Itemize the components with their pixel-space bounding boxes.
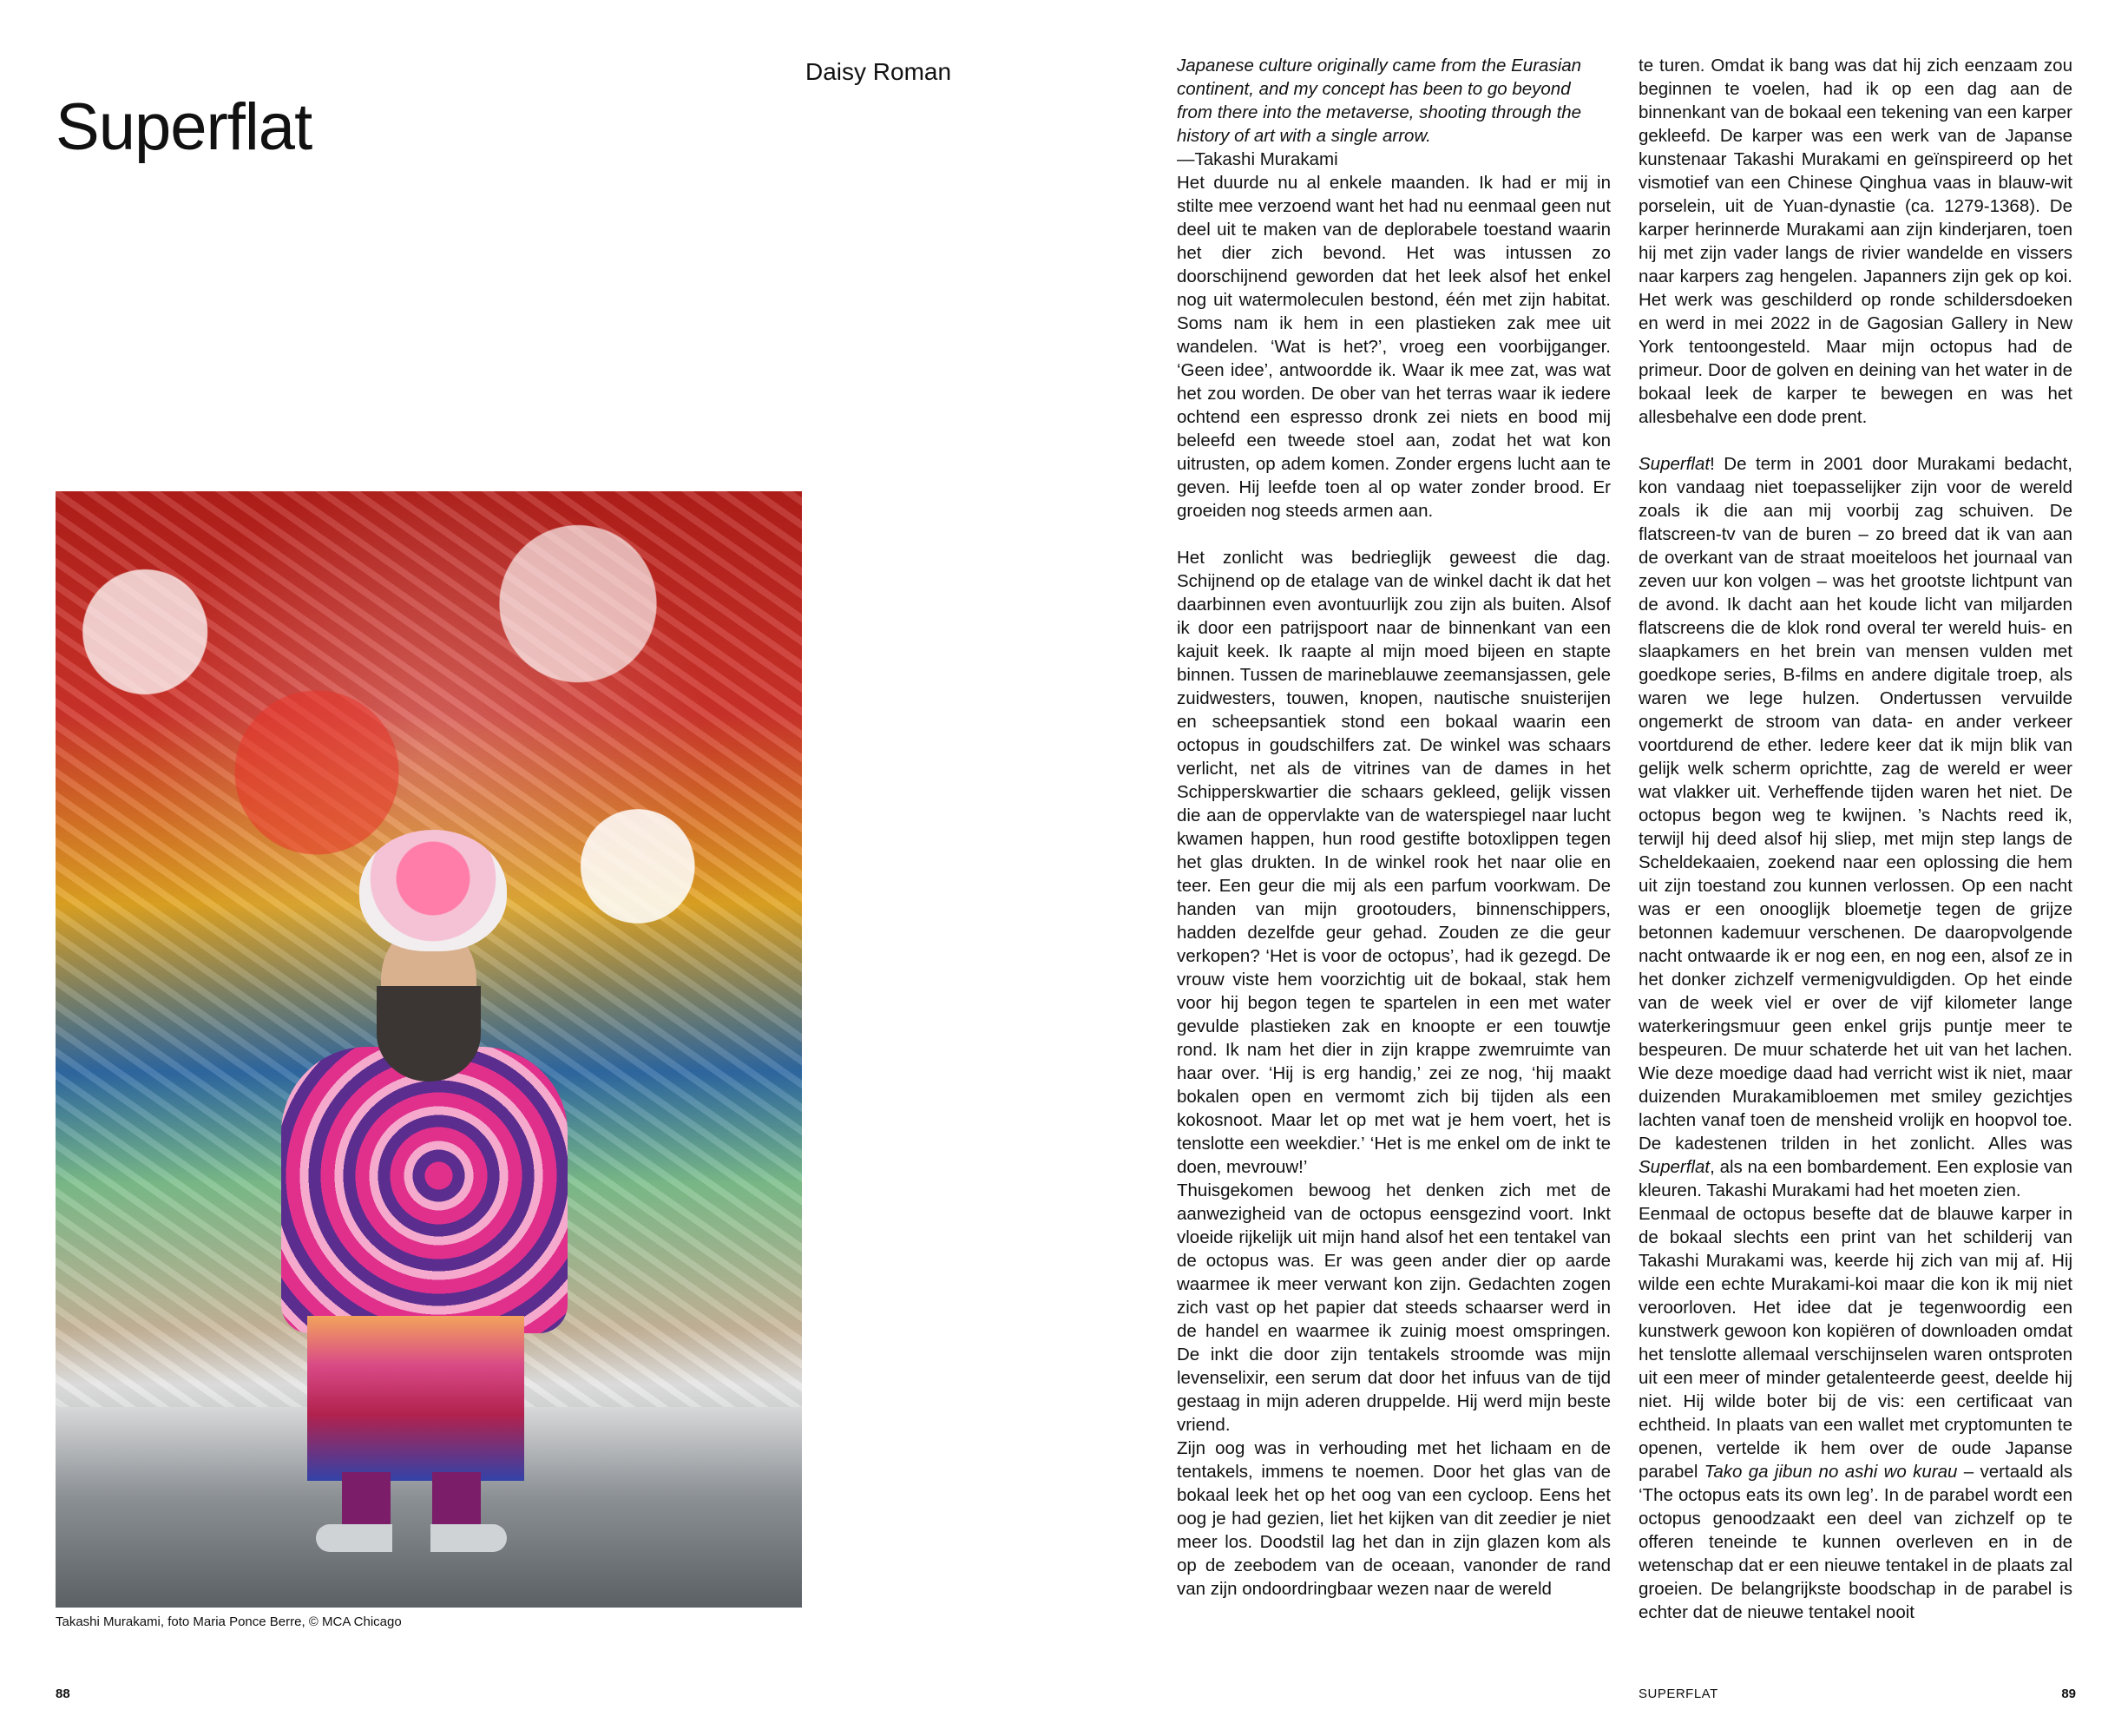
patterned-coat [281,1047,568,1333]
emphasis: Superflat [1639,454,1711,474]
text-run: , als na een bombardement. Een explosie van kleuren. Takashi Murakami had het moeten zien. [1639,1157,2072,1200]
artist-portrait-photo [56,491,802,1608]
page-number-left: 88 [56,1687,70,1701]
running-head: SUPERFLAT [1639,1687,1718,1701]
paragraph: Zijn oog was in verhouding met het lichaam en de tentakels, immens te noemen. Door het glas van de bokaal leek het op het oog van een cycloop. Eens het oog je had gezien, liet het kijken van dit zeedier je niet meer los. Doodstil lag het dan in zijn glazen kom als op de zeebodem van de oceaan, vanonder de rand van zijn ondoordringbaar wezen naar de wereld [1177,1438,1611,1599]
article-title: Superflat [56,89,312,164]
text-column-right [1639,54,2072,1635]
paragraph: Thuisgekomen bewoog het denken zich met de aanwezigheid van de octopus eensgezind voort. Inkt vloeide rijkelijk uit mijn hand alsof het een tentakel van de octopus was. Er was geen ander dier op aarde waarmee ik meer verwant kon zijn. Gedachten zogen zich vast op het papier dat steeds schaarser werd in de handel en waarmee ik zuinig moest omspringen. De inkt die door zijn tentakels stroomde was mijn levenselixir, een serum dat door het infuus van de tijd gestaag in mijn aderen druppelde. Hij werd mijn beste vriend. [1177,1180,1611,1435]
paragraph: Het duurde nu al enkele maanden. Ik had er mij in stilte mee verzoend want het had nu eenmaal geen nut deel uit te maken van de deplorabele toestand waarin het dier zich bevond. Het was intussen zo doorschijnend geworden dat het leek alsof het enkel nog uit watermoleculen bestond, één met zijn habitat. Soms nam ik hem in een plastieken zak mee uit wandelen. ‘Wat is het?’, vroeg een voorbijganger. ‘Geen idee’, antwoordde ik. Waar ik mee zat, was wat het zou worden. De ober van het terras waar ik iedere ochtend een espresso dronk zei niets en bood mij beleefd een tweede stoel aan, zodat het wat kon uitrusten, op adem komen. Zonder ergens lucht aan te geven. Hij leefde toen al op water zonder brood. Er groeiden nog steeds armen aan. [1177,173,1611,521]
beard [377,986,481,1082]
paragraph: te turen. Omdat ik bang was dat hij zich eenzaam zou beginnen te voelen, had ik op een dag aan de binnenkant van de bokaal een tekening van een karper gekleefd. De karper was een werk van de Japanse kunstenaar Takashi Murakami en geïnspireerd op het vismotief van een Chinese Qinghua vaas in blauw-wit porselein, uit de Yuan-dynastie (ca. 1279-1368). De karper herinnerde Murakami aan zijn kinderjaren, toen hij met zijn vader langs de rivier wandelde en vissers naar karpers zag hengelen. Japanners zijn gek op koi. Het werk was geschilderd op ronde schildersdoeken en werd in mei 2022 in de Gagosian Gallery in New York tentoongesteld. Maar mijn octopus had de primeur. Door de golven en deining van het water in de bokaal leek de karper te bewegen en was het allesbehalve een dode prent. [1639,56,2072,427]
epigraph-quote: Japanese culture originally came from the Eurasian continent, and my concept has been to go beyond from there into the metaverse, shooting through the history of art with a single arrow. [1177,56,1582,146]
page-number-right: 89 [2061,1687,2076,1701]
author-name: Daisy Roman [805,58,952,85]
text-run: ! De term in 2001 door Murakami bedacht, kon vandaag niet toepasselijker zijn voor de wereld zoals ik die aan mij voorbij zag schuiven. De flatscreen-tv van de buren – zo breed dat ik van aan de overkant van de straat moeiteloos het journaal van zeven uur kon volgen – was het grootste lichtpunt van de avond. Ik dacht aan het koude licht van miljarden flatscreens die de klok rond overal ter wereld huis- en slaapkamers en het brein van mensen vulden met goedkope series, B-films en andere digitale troep, als waren we lege hulzen. Ondertussen vervuilde ongemerkt de stroom van data- en ander verkeer voortdurend de ether. Iedere keer dat ik mijn blik van gelijk welk scherm oprichtte, zag de wereld er weer wat vlakker uit. Verheffende tijden waren het niet. De octopus begon weg te kwijnen. ’s Nachts reed ik, terwijl hij deed alsof hij sliep, met mijn step langs de Scheldekaaien, zoekend naar een oplossing die hem uit zijn toestand zou kunnen verlossen. Op een nacht was er een onooglijk bloemetje tegen de grijze betonnen kademuur verschenen. De daaropvolgende nacht ontwaarde ik er nog een, en nog een, alsof ze in het donker zichzelf vermenigvuldigden. Op het einde van de week viel er over de vijf kilometer lange waterkeringsmuur geen enkel grijs puntje meer te bespeuren. De muur schaterde het uit van het lachen. Wie deze moedige daad had verricht wist ik niet, maar duizenden Murakamibloemen met smiley gezichtjes lachten vanaf toen de mensheid vrolijk en hoopvol toe. De kadestenen trilden in het zonlicht. Alles was [1639,454,2072,1154]
text-run: – vertaald als ‘The octopus eats its own leg’. In de parabel wordt een octopus genoodzaakt een deel van zichzelf op te offeren teneinde te kunnen overleven en in de wetenschap dat er een nieuwe tentakel in de plaats zal groeien. De belangrijkste boodschap in de parabel is echter dat de nieuwe tentakel nooit [1639,1462,2072,1622]
striped-skirt [307,1316,524,1481]
silver-shoes [316,1524,507,1552]
photo-caption: Takashi Murakami, foto Maria Ponce Berre, © MCA Chicago [56,1614,402,1629]
paragraph: Het zonlicht was bedrieglijk geweest die dag. Schijnend op de etalage van de winkel dacht ik dat het daarbinnen even avontuurlijk zou zijn als buiten. Alsof ik door een patrijspoort naar de binnenkant van een kajuit keek. Ik raapte al mijn moed bijeen en stapte binnen. Tussen de marineblauwe zeemansjassen, gele zuidwesters, touwen, knopen, nautische snuisterijen en scheepsantiek stond een bokaal waarin een octopus in goudschilfers zat. De winkel was schaars verlicht, net als de vitrines van de dames in het Schipperskwartier die schaars gekleed, gelijk vissen die aan de oppervlakte van de waterspiegel naar lucht kwamen happen, hun rood gestifte botoxlippen tegen het glas drukten. In de winkel rook het naar olie en teer. Een geur die mij als een parfum voorkwam. De handen van mijn grootouders, binnenschippers, hadden dezelfde geur gehad. Zouden ze die geur verkopen? ‘Het is voor de octopus’, had ik gezegd. De vrouw viste hem voorzichtig uit de bokaal, stak hem voor hij begon tegen te spartelen in een met water gevulde plastieken zak en knoopte er een touwtje rond. Ik nam het dier in zijn krappe zwemruimte van haar over. ‘Hij is erg handig,’ zei ze nog, ‘hij maakt bokalen open en vermomt zich bij tijden als een kokosnoot. Maar let op met wat je hem voert, het is tenslotte een weekdier.’ ‘Het is me enkel om de inkt te doen, mevrouw!’ [1177,548,1611,1177]
text-run: Eenmaal de octopus besefte dat de blauwe karper in de bokaal slechts een print van het schilderij van Takashi Murakami was, keerde hij zich van mij af. Hij wilde een echte Murakami-koi maar die kon ik mij niet veroorloven. Het idee dat je tegenwoordig een kunstwerk gewoon kon kopiëren of downloaden omdat het tenslotte allemaal verschijnselen waren ontsproten uit een meer of minder getalenteerde geest, deelde hij niet. Hij wilde boter bij de vis: een certificaat van echtheid. In plaats van een wallet met cryptomunten te openen, vertelde ik hem over de oude Japanse parabel [1639,1204,2072,1482]
octopus-hat [359,830,507,951]
emphasis: Superflat [1639,1157,1711,1177]
artist-figure [229,830,576,1559]
text-column-left [1177,54,1611,1635]
paragraph [1639,452,2072,1202]
epigraph-attribution: —Takashi Murakami [1177,149,1338,169]
emphasis: Tako ga jibun no ashi wo kurau [1704,1462,1958,1482]
paragraph [1639,1202,2072,1624]
